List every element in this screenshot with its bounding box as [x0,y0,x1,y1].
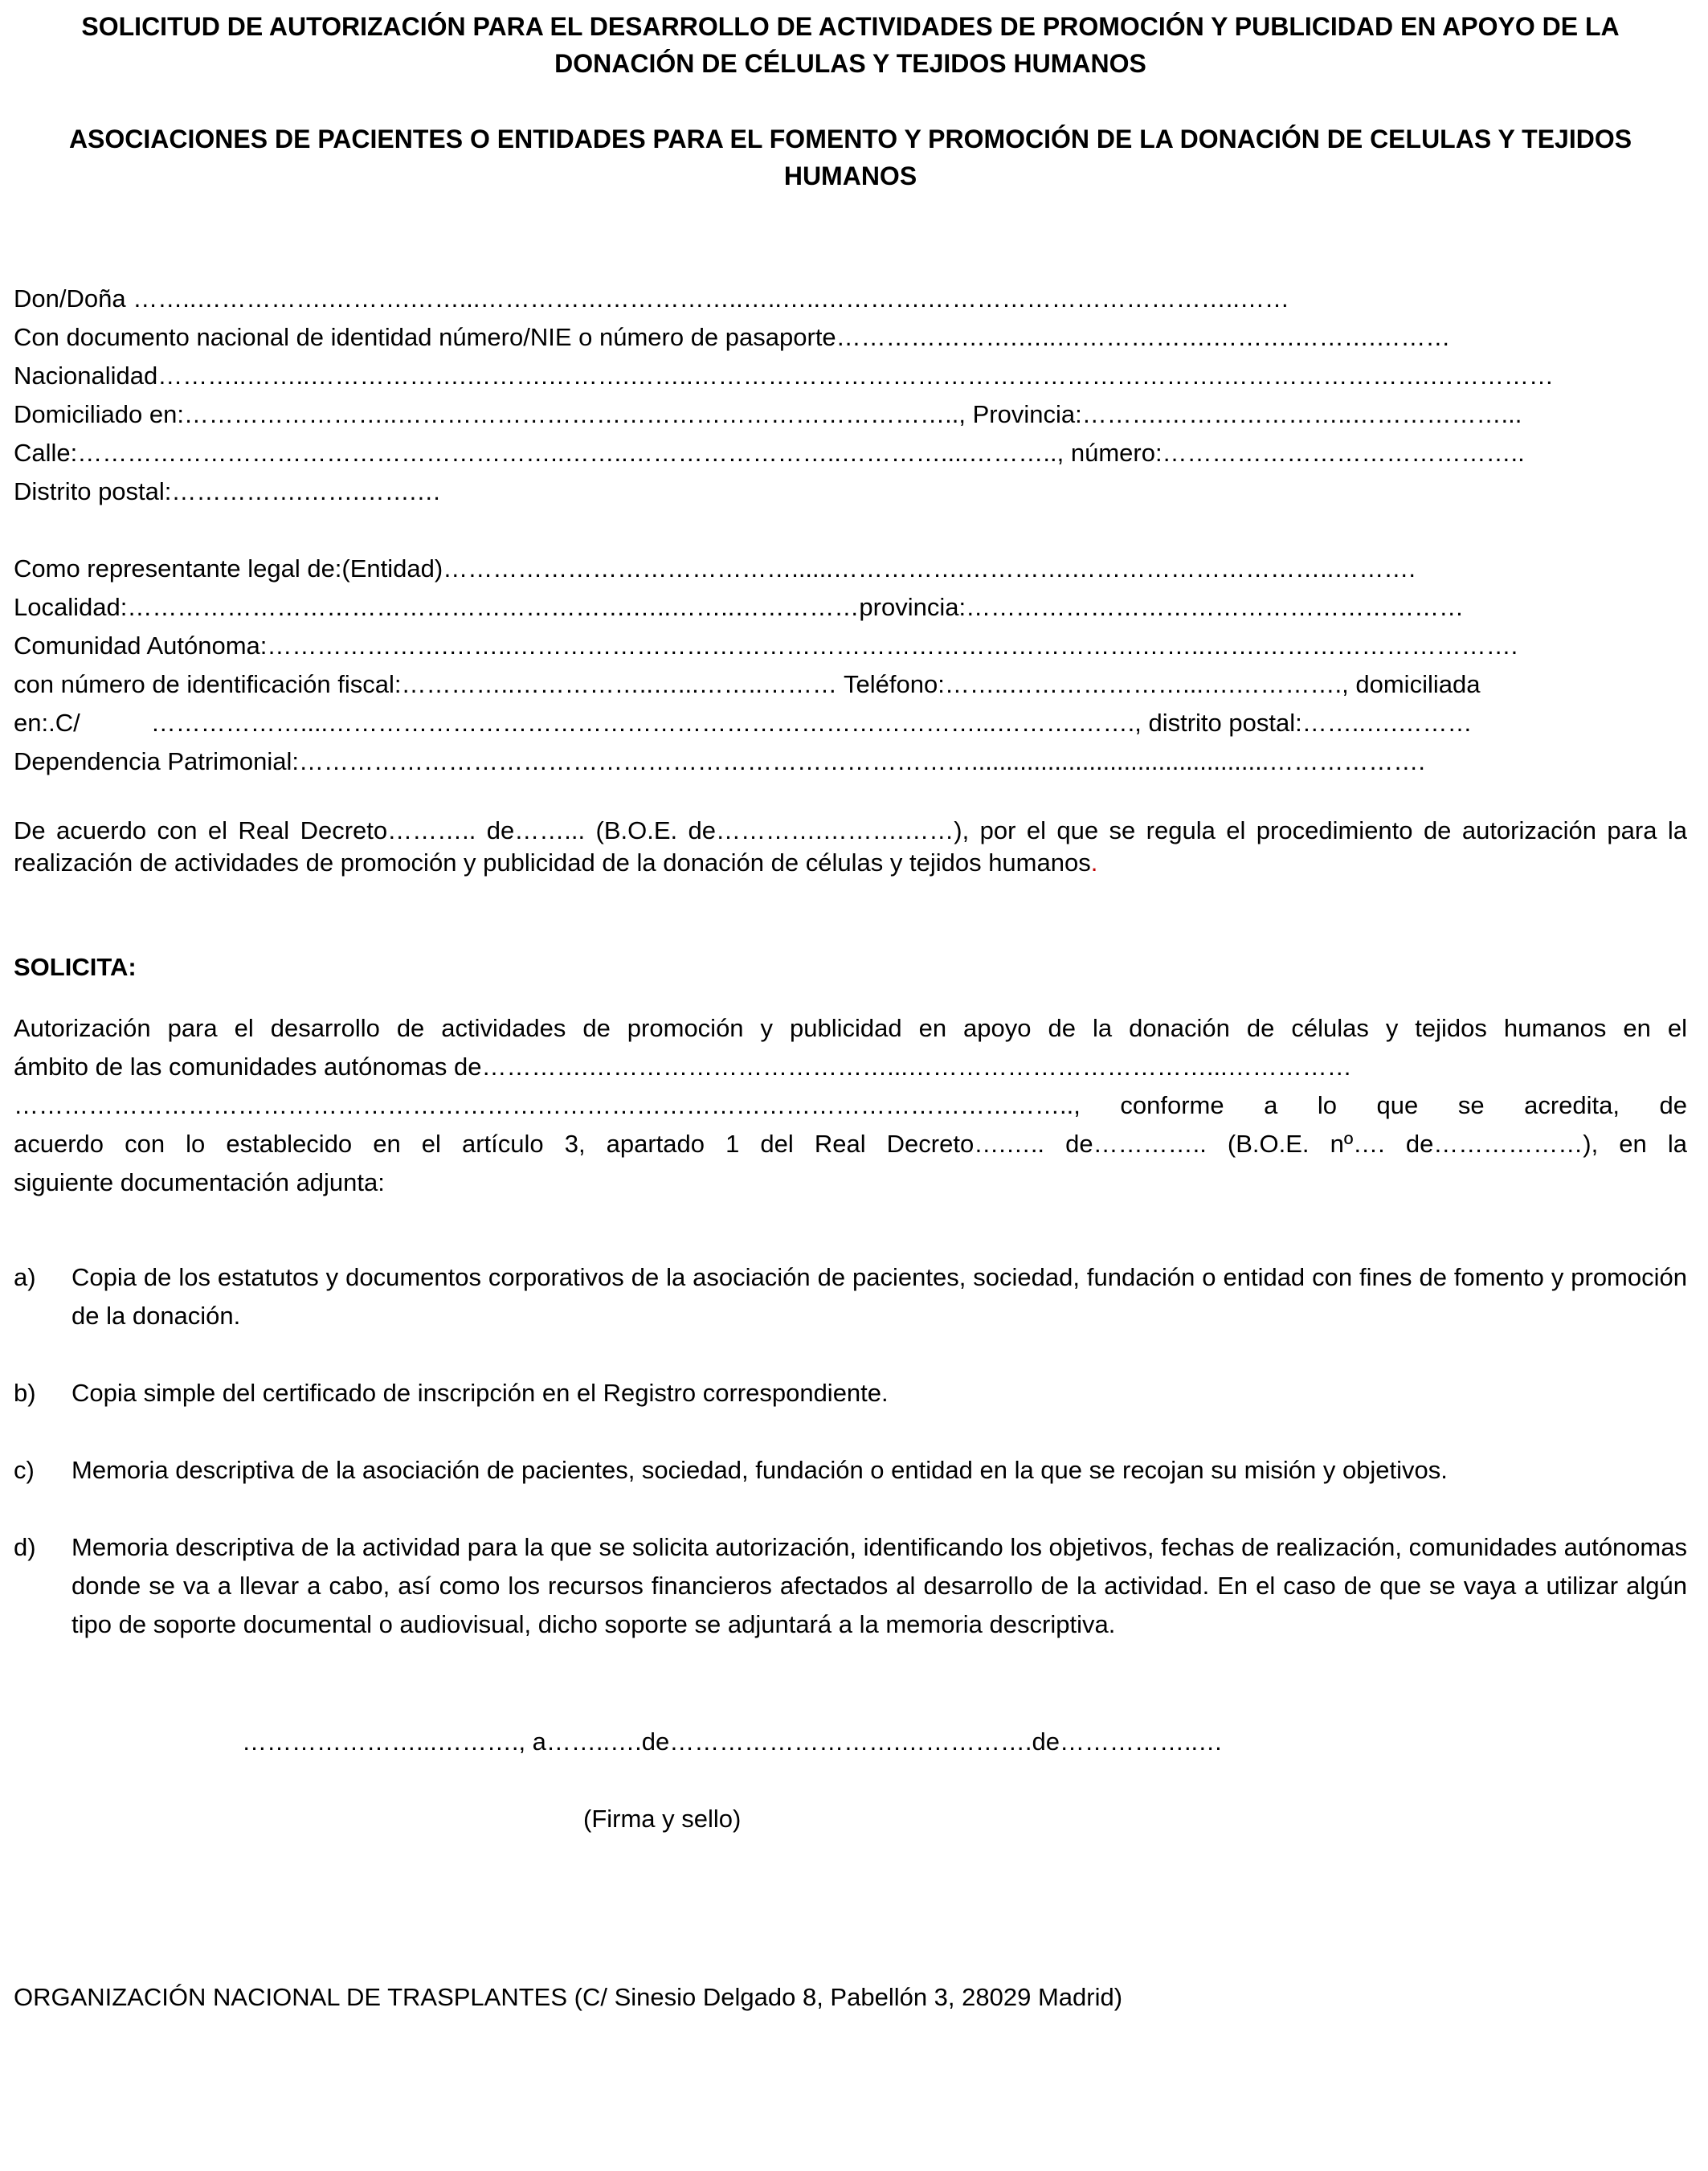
item-label: b) [14,1379,36,1407]
decree-final-dot: . [1090,848,1098,877]
field-localidad: Localidad:…………………………………………………….…..……..……………provincia:…………………………………………………… [14,593,1465,621]
footer-organization: ORGANIZACIÓN NACIONAL DE TRASPLANTES (C/ Sinesio Delgado 8, Pabellón 3, 28029 Madrid) [14,1983,1123,2011]
field-nacionalidad: Nacionalidad………..……..……………….……….……….……..……………………………………………………….…………………….…………… [14,362,1554,390]
field-documento: Con documento nacional de identidad número/NIE o número de pasaporte………………….…..……………….……….……….……… [14,323,1451,351]
item-label: a) [14,1263,36,1291]
solicita-line-1: Autorización para el desarrollo de actividades de promoción y publicidad en apoyo de la donación de células y tejidos humanos en el [14,1014,1687,1042]
item-label: c) [14,1456,35,1484]
item-text: Memoria descriptiva de la actividad para la que se solicita autorización, identificando los objetivos, fechas de realización, comunidades autónomas donde se va a llevar a cabo, así como los recursos financieros afectados al desarrollo de la actividad. En el caso de que se vaya a utilizar algún tipo de soporte documental o audiovisual, dicho soporte se adjuntará a la memoria descriptiva. [72,1533,1687,1638]
document-subtitle: ASOCIACIONES DE PACIENTES O ENTIDADES PARA EL FOMENTO Y PROMOCIÓN DE LA DONACIÓN DE CELULAS Y TEJIDOS HUMANOS [68,125,1632,190]
solicita-heading: SOLICITA: [14,953,137,981]
domiciliada-prefix: en:.C/ [14,709,80,737]
field-distrito-postal: Distrito postal:…………….…….…….… [14,477,442,505]
solicita-line-4: acuerdo con lo establecido en el artículo 3, apartado 1 del Real Decreto….….. de………….. (B.O.E. nº…. de………………), en la [14,1130,1687,1158]
signature-label: (Firma y sello) [583,1805,742,1833]
solicita-line-2: ámbito de las comunidades autónomas de………….………………………………...………………………………...…………… [14,1053,1352,1081]
document-title: SOLICITUD DE AUTORIZACIÓN PARA EL DESARROLLO DE ACTIVIDADES DE PROMOCIÓN Y PUBLICIDAD EN APOYO DE LA DONACIÓN DE CÉLULAS Y TEJIDOS HUMANOS [81,12,1620,78]
item-text: Copia de los estatutos y documentos corporativos de la asociación de pacientes, sociedad, fundación o entidad con fines de fomento y promoción de la donación. [72,1263,1687,1330]
item-text: Memoria descriptiva de la asociación de pacientes, sociedad, fundación o entidad en la que se recojan su misión y objetivos. [72,1456,1448,1484]
solicita-line-3: ……………………………………………………………………………………………………………….., conforme a lo que se acredita, de [14,1091,1687,1119]
field-domicilio: Domiciliado en:……………………..………………………………………………………….., Provincia:……….…………………..………………... [14,400,1522,428]
field-calle: Calle:…………………………………………………..……..……………………..…………....……….., número:…………………………………….. [14,439,1525,467]
solicita-line-5: siguiente documentación adjunta: [14,1168,385,1196]
field-nif-telefono: con número de identificación fiscal:…………..……………..…...……..……… Teléfono:……..…………………...….…………., domiciliada [14,670,1481,698]
item-text: Copia simple del certificado de inscripción en el Registro correspondiente. [72,1379,889,1407]
decree-text: De acuerdo con el Real Decreto……….. de……... (B.O.E. de………….……….……), por el que se regula el procedimiento de autorización para la realización de actividades de promoción y publicidad de la donación de células y tejidos humanos [14,816,1687,877]
domiciliada-rest: ………………....……………………………………………………………………...……….……., distrito postal:……..….……… [150,709,1473,737]
field-comunidad: Comunidad Autónoma:………………….……..………………………………………………………………….……..…….…………………………. [14,632,1518,660]
place-date-line: …………………...………., a……..….de……………………….…………….de……………..… [242,1727,1224,1756]
field-domiciliada [14,704,1473,742]
field-don-dona: Don/Doña ……..…………….……….……...…………………………..…..…..………….………………………………..…… [14,284,1290,313]
field-dependencia: Dependencia Patrimonial:………………………………………………………………………...........................................………………. [14,747,1425,775]
field-representante: Como representante legal de:(Entidad)……………………………………......…………….………….…………………………..………. [14,554,1416,583]
item-label: d) [14,1533,36,1561]
decree-paragraph [14,815,1687,879]
